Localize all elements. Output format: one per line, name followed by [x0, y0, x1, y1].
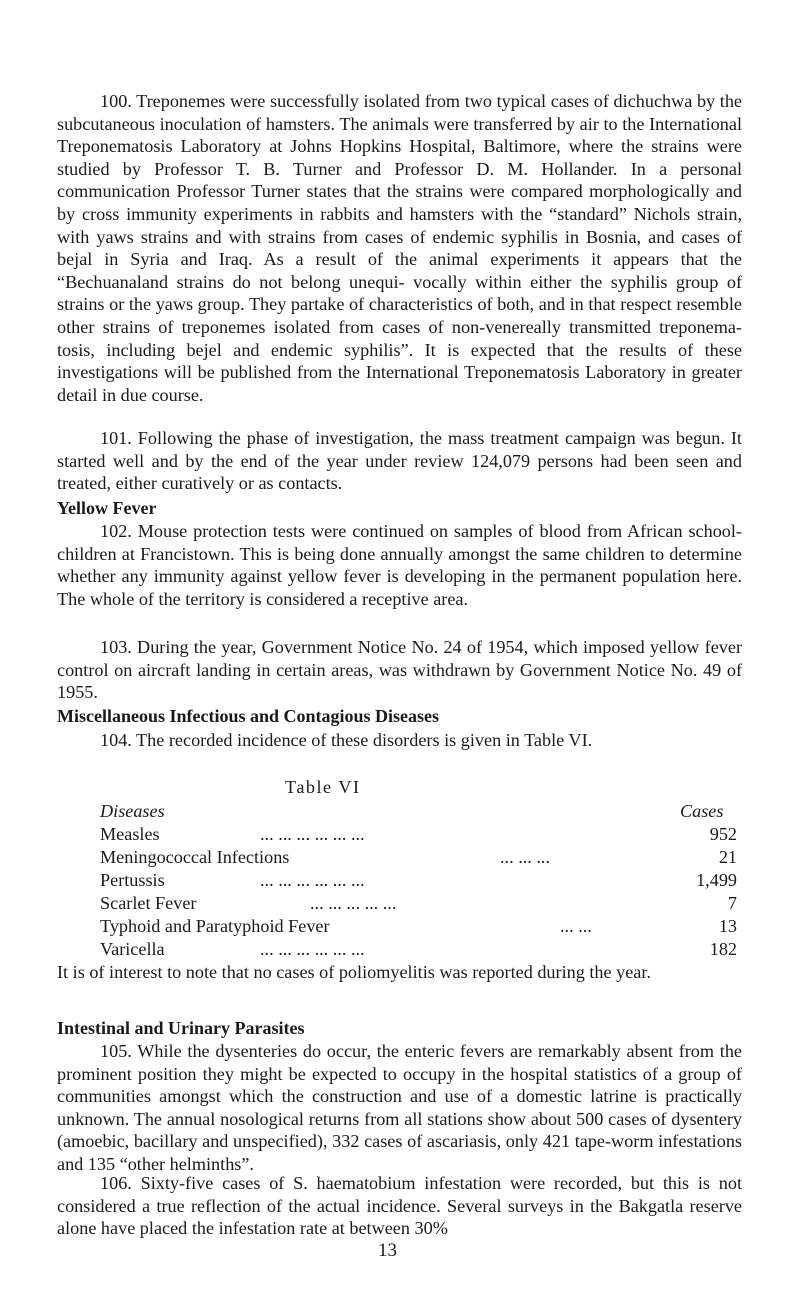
- leader-dots: ... ... ...: [500, 847, 551, 867]
- disease-name: Typhoid and Paratyphoid Fever: [100, 916, 330, 936]
- leader-dots: ... ...: [560, 916, 592, 936]
- table-row: [100, 938, 737, 960]
- paragraph-106: 106. Sixty-five cases of S. haematobium infestation were recorded, but this is not considered a true reflection of the actual incidence. Several surveys in the Bakgatla reserve alone have placed the infestation rate at between 30%: [57, 1173, 742, 1239]
- leader-dots: ... ... ... ... ... ...: [260, 824, 365, 844]
- table-row: [100, 892, 737, 914]
- table-header-cases: Cases: [680, 801, 724, 821]
- disease-name: Meningococcal Infections: [100, 847, 290, 867]
- leader-dots: ... ... ... ... ... ...: [260, 939, 365, 959]
- cases-value: 952: [709, 824, 737, 844]
- cases-value: 21: [718, 847, 737, 867]
- leader-dots: ... ... ... ... ... ...: [260, 870, 365, 890]
- paragraph-after-table: It is of interest to note that no cases of poliomyelitis was reported during the year.: [57, 962, 651, 982]
- paragraph-101: 101. Following the phase of investigation, the mass treatment campaign was begun. It started well and by the end of the year under review 124,079 persons had been seen and treated, either curatively or as contacts.: [57, 428, 742, 494]
- heading-miscellaneous: Miscellaneous Infectious and Contagious Diseases: [57, 706, 440, 726]
- table-row: [100, 869, 737, 891]
- heading-yellow-fever: Yellow Fever: [57, 498, 157, 518]
- paragraph-100: 100. Treponemes were successfully isolated from two typical cases of dichuchwa by the subcutaneous inoculation of hamsters. The animals were transferred by air to the International Treponematosis Laboratory at Johns Hopkins Hospital, Baltimore, where the strains were studied by Professor T. B. Turner and Professor D. M. Hollander. In a personal communication Professor Turner states that the strains were compared morphologically and by cross immunity experiments in rabbits and hamsters with the “standard” Nichols strain, with yaws strains and with strains from cases of endemic syphilis in Bosnia, and cases of bejal in Syria and Iraq. As a result of the animal experiments it appears that the “Bechuanaland strains do not belong unequi- vocally within either the syphilis group of strains or the yaws group. They partake of characteristics of both, and in that respect resemble other strains of treponemes isolated from cases of non-venereally transmitted treponema- tosis, including bejel and endemic syphilis”. It is expected that the results of these investigations will be published from the International Treponematosis Laboratory in greater detail in due course.: [57, 91, 742, 405]
- disease-name: Varicella: [100, 939, 165, 959]
- heading-intestinal: Intestinal and Urinary Parasites: [57, 1018, 305, 1038]
- disease-name: Pertussis: [100, 870, 165, 890]
- paragraph-104: 104. The recorded incidence of these disorders is given in Table VI.: [100, 730, 593, 750]
- disease-name: Measles: [100, 824, 160, 844]
- table-header-diseases: Diseases: [100, 801, 165, 821]
- paragraph-102: 102. Mouse protection tests were continued on samples of blood from African school-children at Francistown. This is being done annually amongst the same children to determine whether any immunity against yellow fever is developing in the permanent population here. The whole of the territory is considered a receptive area.: [57, 521, 742, 609]
- paragraph-105: 105. While the dysenteries do occur, the enteric fevers are remarkably absent from the prominent position they might be expected to occupy in the hospital statistics of a group of communities amongst which the construction and use of a domestic latrine is practically unknown. The annual nosological returns from all stations show about 500 cases of dysentery (amoebic, bacillary and unspecified), 332 cases of ascariasis, only 421 tape-worm infestations and 135 “other helminths”.: [57, 1041, 742, 1174]
- table-row: [100, 915, 737, 937]
- table-row: [100, 846, 737, 868]
- leader-dots: ... ... ... ... ...: [310, 893, 397, 913]
- cases-value: 13: [718, 916, 737, 936]
- page-number: 13: [378, 1240, 397, 1261]
- table-row: [100, 823, 737, 845]
- cases-value: 1,499: [696, 870, 737, 890]
- paragraph-103: 103. During the year, Government Notice No. 24 of 1954, which imposed yellow fever control on aircraft landing in certain areas, was withdrawn by Government Notice No. 49 of 1955.: [57, 637, 742, 703]
- cases-value: 7: [727, 893, 737, 913]
- disease-name: Scarlet Fever: [100, 893, 197, 913]
- cases-value: 182: [709, 939, 737, 959]
- table-title: Table VI: [285, 777, 361, 797]
